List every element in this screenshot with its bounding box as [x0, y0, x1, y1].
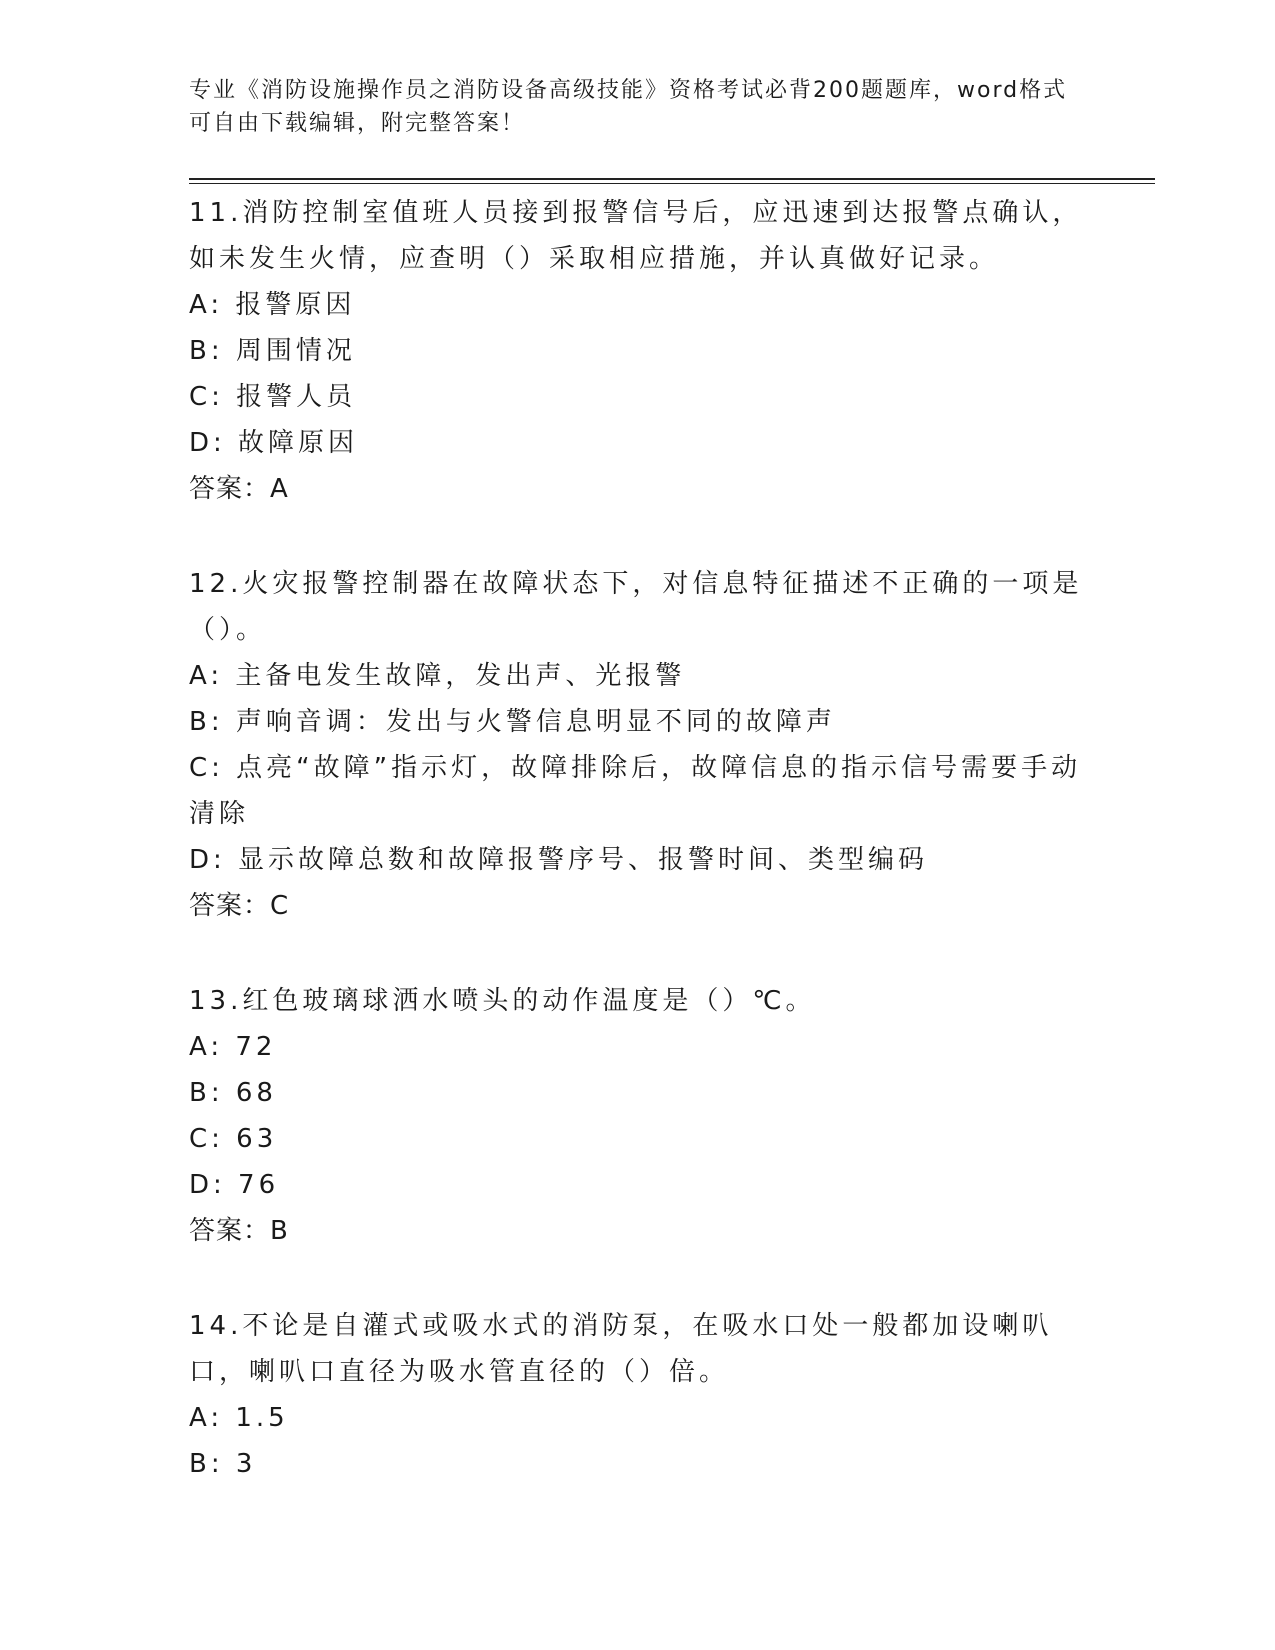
option-c: C: 点亮“故障”指示灯，故障排除后，故障信息的指示信号需要手动清除	[189, 753, 1082, 829]
question-text: 11.消防控制室值班人员接到报警信号后，应迅速到达报警点确认，如未发生火情，应查明（）采取相应措施，并认真做好记录。	[189, 198, 1083, 274]
option-a: A: 72	[189, 1032, 277, 1062]
option-d: D: 显示故障总数和故障报警序号、报警时间、类型编码	[189, 845, 929, 875]
option-b: B: 周围情况	[189, 336, 356, 366]
question-item	[189, 561, 1089, 929]
header-divider	[189, 178, 1155, 180]
option-a: A: 主备电发生故障，发出声、光报警	[189, 661, 686, 691]
question-item	[189, 190, 1089, 512]
question-text: 12.火灾报警控制器在故障状态下，对信息特征描述不正确的一项是（）。	[189, 569, 1083, 645]
question-list	[189, 190, 1089, 1536]
option-b: B: 68	[189, 1078, 277, 1108]
question-text: 13.红色玻璃球洒水喷头的动作温度是（）℃。	[189, 986, 816, 1016]
answer-line: 答案：C	[189, 891, 290, 921]
question-item	[189, 978, 1089, 1254]
document-header: 专业《消防设施操作员之消防设备高级技能》资格考试必背200题题库，word格式可自由下载编辑，附完整答案！	[189, 78, 1068, 136]
option-a: A: 报警原因	[189, 290, 356, 320]
option-d: D: 故障原因	[189, 428, 359, 458]
header-divider-thin	[189, 183, 1155, 184]
answer-line: 答案：A	[189, 474, 289, 504]
option-a: A: 1.5	[189, 1403, 289, 1433]
option-b: B: 3	[189, 1449, 257, 1479]
question-item	[189, 1303, 1089, 1487]
question-text: 14.不论是自灌式或吸水式的消防泵，在吸水口处一般都加设喇叭口，喇叭口直径为吸水管直径的（）倍。	[189, 1311, 1053, 1387]
option-d: D: 76	[189, 1170, 280, 1200]
option-b: B: 声响音调：发出与火警信息明显不同的故障声	[189, 707, 836, 737]
answer-line: 答案：B	[189, 1216, 289, 1246]
option-c: C: 63	[189, 1124, 278, 1154]
option-c: C: 报警人员	[189, 382, 357, 412]
